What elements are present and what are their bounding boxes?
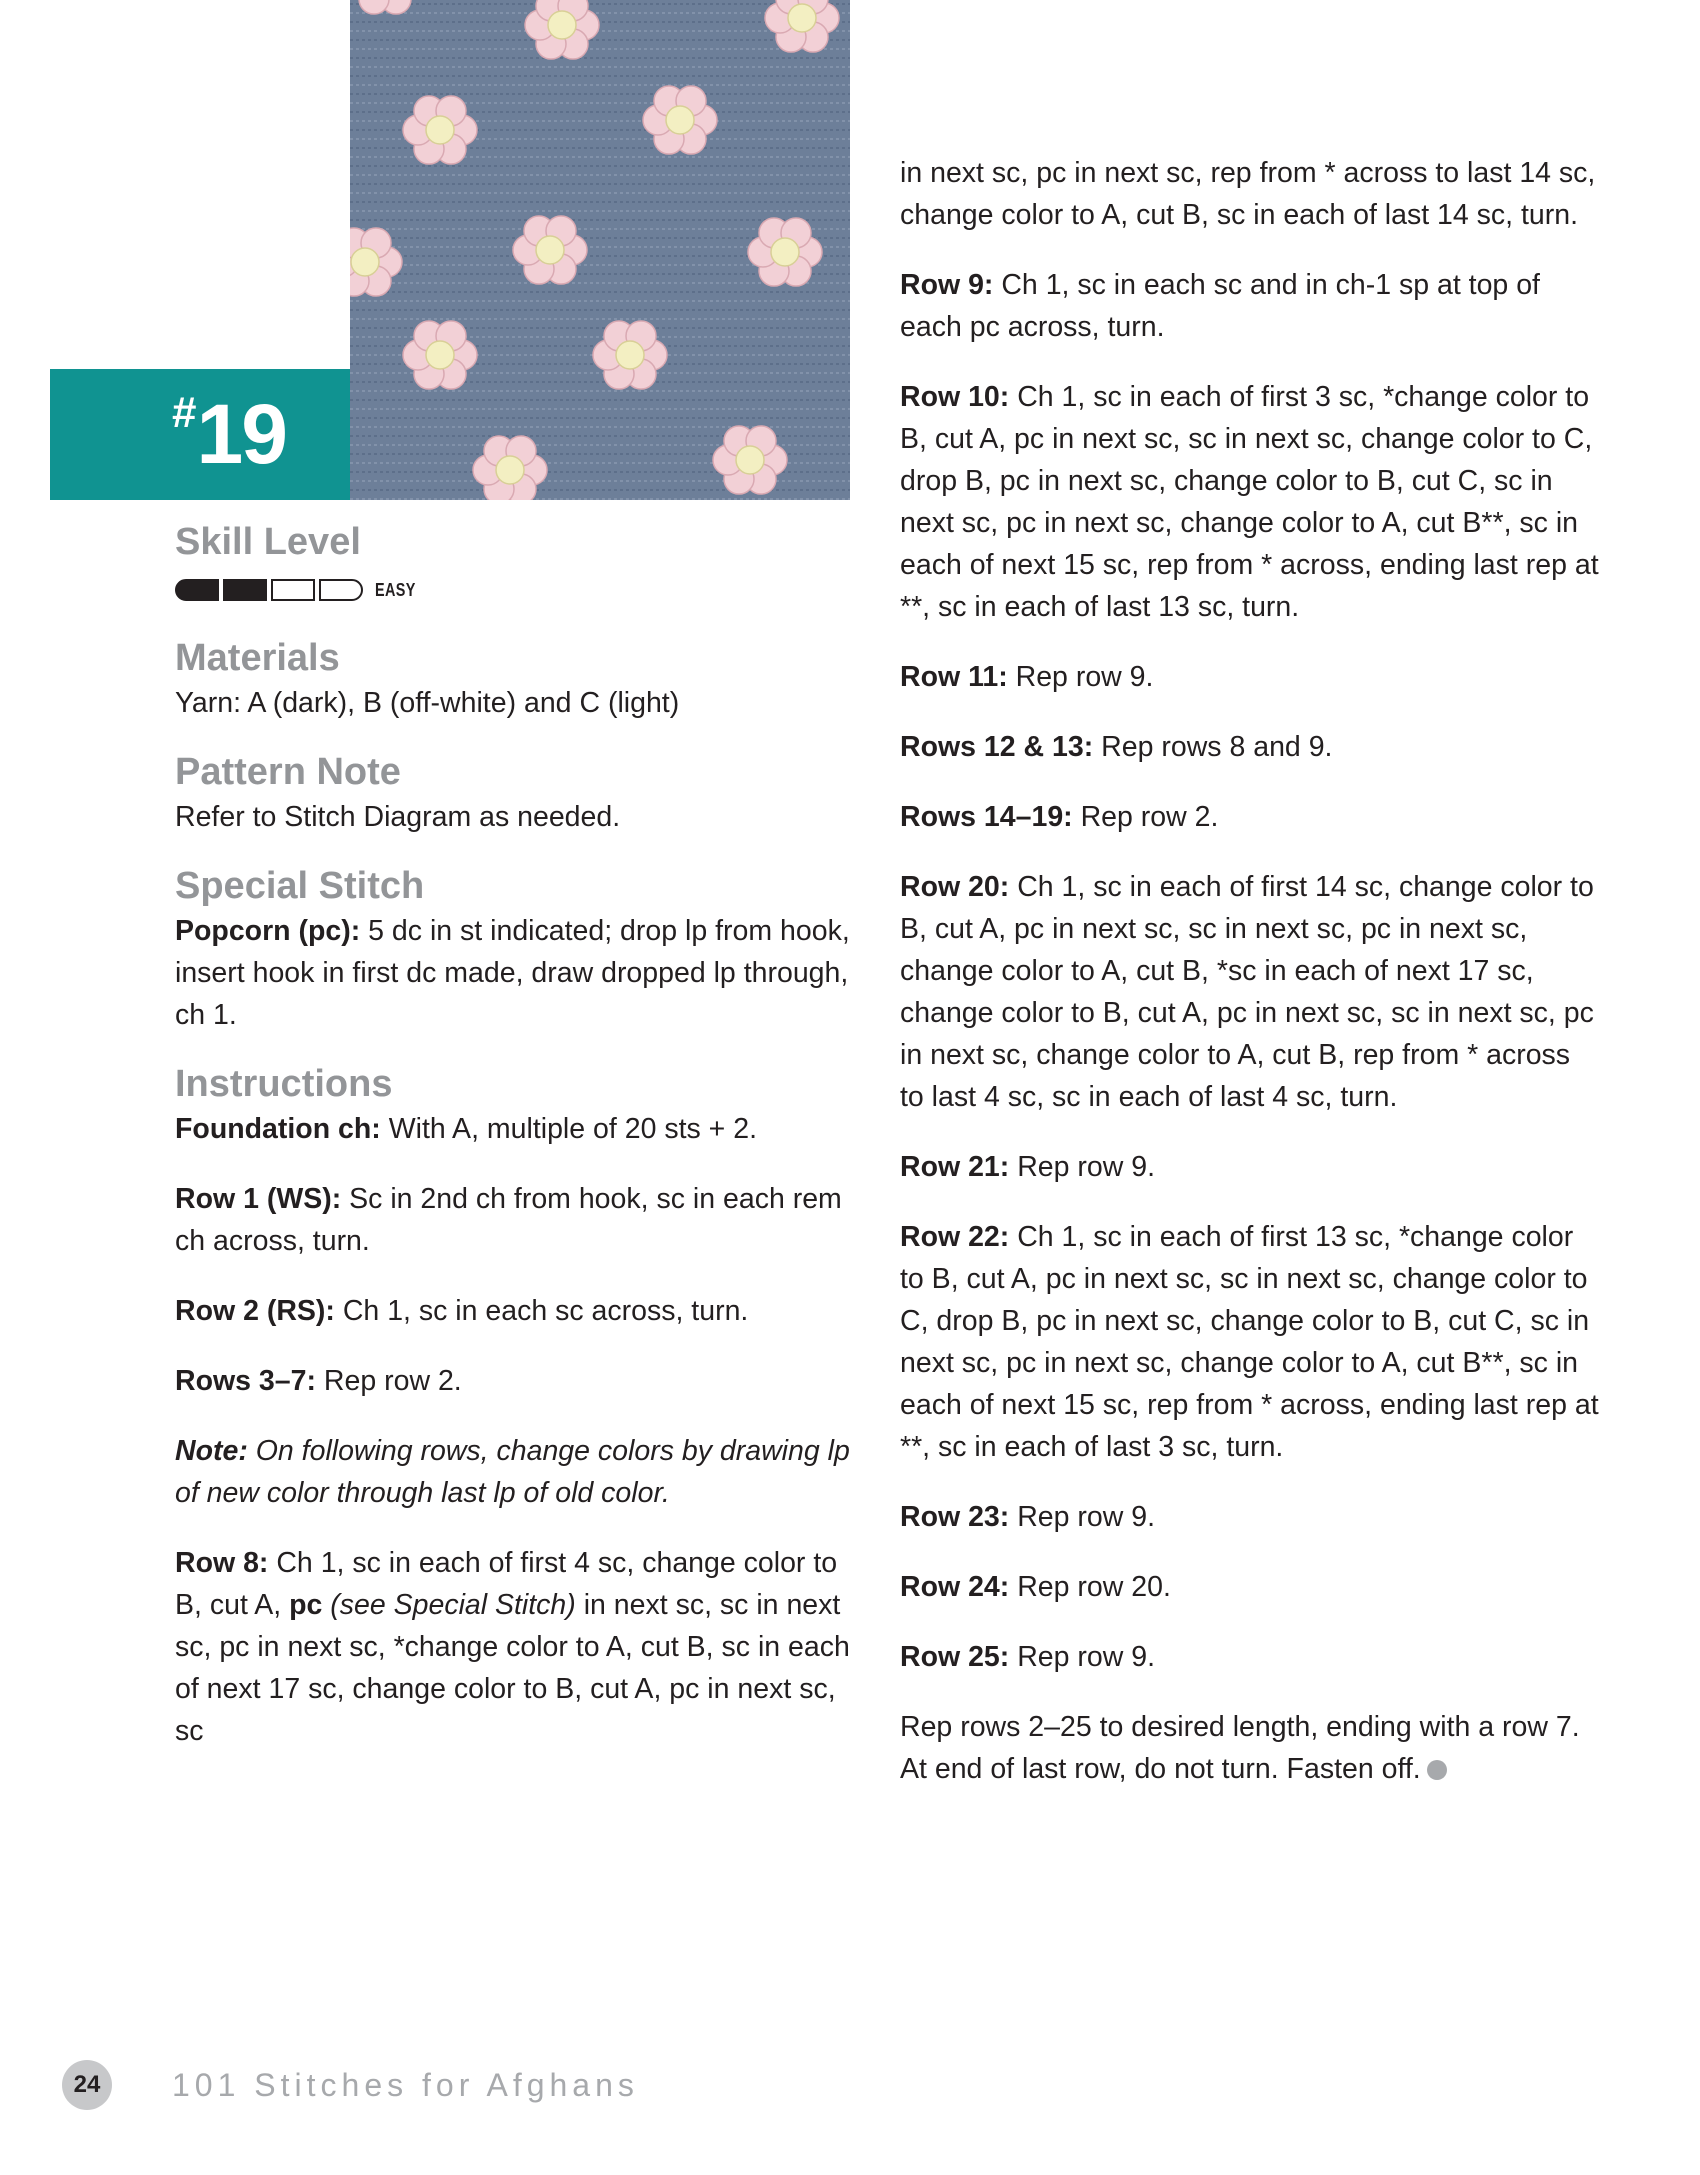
popcorn-flower	[403, 321, 477, 389]
ending-instruction	[900, 1706, 1600, 1790]
popcorn-flower	[513, 216, 587, 284]
rows-3-7-text: Rep row 2.	[315, 1365, 462, 1397]
special-stitch-label: Popcorn (pc):	[175, 915, 361, 947]
ending-text: Rep rows 2–25 to desired length, ending with a row 7. At end of last row, do not turn. Fasten off.	[900, 1711, 1580, 1785]
rows-12-13-label: Rows 12 & 13:	[900, 731, 1094, 763]
row-22-label: Row 22:	[900, 1221, 1010, 1253]
special-stitch-text	[175, 910, 850, 1036]
row-8-pc: pc	[289, 1589, 323, 1621]
row-10-label: Row 10:	[900, 381, 1010, 413]
skill-segment	[223, 579, 267, 601]
skill-level-heading: Skill Level	[175, 521, 361, 563]
pattern-number-badge	[50, 369, 350, 500]
row-11-instruction	[900, 656, 1600, 698]
row-11-text: Rep row 9.	[1007, 661, 1154, 693]
row-1-text: Sc in 2nd ch from hook, sc in each rem ch across, turn.	[175, 1183, 842, 1257]
book-title: 101 Stitches for Afghans	[172, 2066, 639, 2103]
row-2-instruction	[175, 1290, 850, 1332]
row-1-instruction	[175, 1178, 850, 1262]
rows-12-13-instruction	[900, 726, 1600, 768]
popcorn-flower	[593, 321, 667, 389]
row-20-label: Row 20:	[900, 871, 1010, 903]
badge-number: 19	[196, 387, 286, 481]
row-8-text-b: in next sc, sc in next sc, pc in next sc, *change color to A, cut B, sc in each of next 17 sc, change color to B, cut A, pc in next sc, sc	[175, 1589, 850, 1747]
color-change-note	[175, 1430, 850, 1514]
rows-3-7-label: Rows 3–7:	[175, 1365, 316, 1397]
crochet-popcorn-flower-swatch-icon	[350, 0, 850, 500]
row-21-instruction	[900, 1146, 1600, 1188]
skill-level-section	[175, 518, 850, 610]
swatch-photo	[350, 0, 850, 500]
materials-section	[175, 634, 850, 724]
skill-level-text: EASY	[375, 580, 416, 600]
row-24-text: Rep row 20.	[1009, 1571, 1171, 1603]
skill-level-meter	[175, 570, 850, 610]
popcorn-flower	[403, 96, 477, 164]
skill-segment	[271, 579, 315, 601]
row-22-text: Ch 1, sc in each of first 13 sc, *change color to B, cut A, pc in next sc, sc in next sc, change color to C, drop B, pc in next sc, change color to B, cut C, sc in next sc, pc in next sc, change color to A, cut B**, sc in each of next 15 sc, rep from * across, ending last rep at **, sc in each of last 3 sc, turn.	[900, 1221, 1599, 1463]
row-9-text: Ch 1, sc in each sc and in ch-1 sp at top of each pc across, turn.	[900, 269, 1540, 343]
right-column	[900, 152, 1600, 1818]
foundation-label: Foundation ch:	[175, 1113, 381, 1145]
row-8-instruction	[175, 1542, 850, 1752]
rows-12-13-text: Rep rows 8 and 9.	[1093, 731, 1333, 763]
row-24-instruction	[900, 1566, 1600, 1608]
materials-heading: Materials	[175, 637, 340, 679]
row-2-text: Ch 1, sc in each sc across, turn.	[334, 1295, 749, 1327]
row-10-text: Ch 1, sc in each of first 3 sc, *change color to B, cut A, pc in next sc, sc in next sc, change color to C, drop B, pc in next sc, change color to B, cut C, sc in next sc, pc in next sc, change color to A, cut B**, sc in each of next 15 sc, rep from * across, ending last rep at **, sc in each of last 13 sc, turn.	[900, 381, 1599, 623]
rows-3-7-instruction	[175, 1360, 850, 1402]
row-21-label: Row 21:	[900, 1151, 1010, 1183]
row-11-label: Row 11:	[900, 661, 1008, 693]
badge-hash: #	[172, 388, 197, 437]
row-2-label: Row 2 (RS):	[175, 1295, 335, 1327]
skill-segment	[175, 579, 219, 601]
row-22-instruction	[900, 1216, 1600, 1468]
page-number: 24	[62, 2060, 112, 2110]
row-20-text: Ch 1, sc in each of first 14 sc, change color to B, cut A, pc in next sc, sc in next sc, pc in next sc, change color to A, cut B, *sc in each of next 17 sc, change color to B, cut A, pc in next sc, sc in next sc, pc in next sc, change color to A, cut B, rep from * across to last 4 sc, sc in each of last 4 sc, turn.	[900, 871, 1594, 1113]
row-25-instruction	[900, 1636, 1600, 1678]
row-20-instruction	[900, 866, 1600, 1118]
row-23-label: Row 23:	[900, 1501, 1010, 1533]
row-23-instruction	[900, 1496, 1600, 1538]
left-column	[175, 518, 850, 1780]
row-24-label: Row 24:	[900, 1571, 1010, 1603]
page-footer	[62, 2060, 639, 2110]
foundation-instruction	[175, 1108, 850, 1150]
row-9-instruction	[900, 264, 1600, 348]
row-8-see: (see Special Stitch)	[322, 1589, 576, 1621]
row-23-text: Rep row 9.	[1009, 1501, 1156, 1533]
popcorn-flower	[713, 426, 787, 494]
row-8-continued: in next sc, pc in next sc, rep from * across to last 14 sc, change color to A, cut B, sc in each of last 14 sc, turn.	[900, 157, 1596, 231]
row-1-label: Row 1 (WS):	[175, 1183, 342, 1215]
rows-14-19-instruction	[900, 796, 1600, 838]
row-9-label: Row 9:	[900, 269, 994, 301]
special-stitch-body: 5 dc in st indicated; drop lp from hook, insert hook in first dc made, draw dropped lp through, ch 1.	[175, 915, 850, 1031]
row-21-text: Rep row 9.	[1009, 1151, 1156, 1183]
popcorn-flower	[643, 86, 717, 154]
row-10-instruction	[900, 376, 1600, 628]
popcorn-flower	[748, 218, 822, 286]
pattern-note-section	[175, 748, 850, 838]
rows-14-19-label: Rows 14–19:	[900, 801, 1073, 833]
skill-segment	[319, 579, 363, 601]
materials-text: Yarn: A (dark), B (off-white) and C (light)	[175, 687, 680, 719]
note-text: On following rows, change colors by drawing lp of new color through last lp of old color.	[175, 1435, 850, 1509]
pattern-note-heading: Pattern Note	[175, 751, 401, 793]
note-label: Note:	[175, 1435, 248, 1467]
special-stitch-section	[175, 862, 850, 1036]
instructions-section	[175, 1060, 850, 1752]
special-stitch-heading: Special Stitch	[175, 865, 425, 907]
end-of-pattern-dot-icon	[1427, 1760, 1447, 1780]
instructions-heading: Instructions	[175, 1063, 393, 1105]
row-25-label: Row 25:	[900, 1641, 1010, 1673]
row-25-text: Rep row 9.	[1009, 1641, 1156, 1673]
rows-14-19-text: Rep row 2.	[1072, 801, 1219, 833]
row-8-text-a: Ch 1, sc in each of first 4 sc, change color to B, cut A,	[175, 1547, 838, 1621]
row-8-label: Row 8:	[175, 1547, 269, 1579]
foundation-text: With A, multiple of 20 sts + 2.	[380, 1113, 758, 1145]
pattern-note-text: Refer to Stitch Diagram as needed.	[175, 801, 621, 833]
